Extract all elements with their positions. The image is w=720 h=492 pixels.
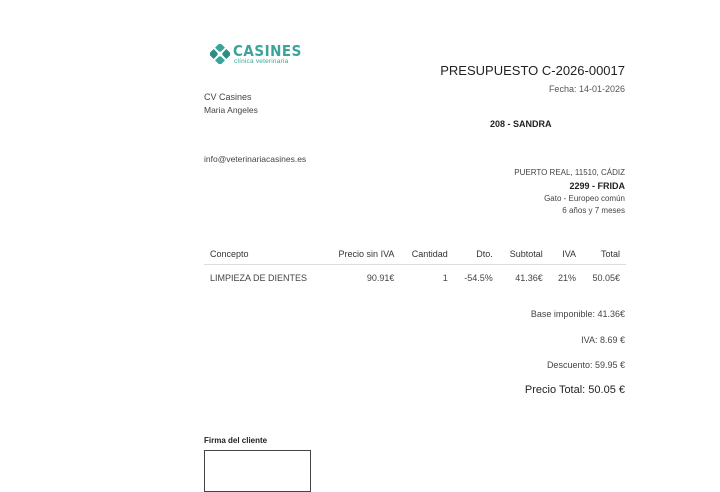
clinic-logo-tagline: clínica veterinaria [234,58,289,65]
header-dto: Dto. [454,244,499,265]
header-precio-sin-iva: Precio sin IVA [325,244,400,265]
client-location: PUERTO REAL, 11510, CÁDIZ [514,168,625,177]
clinic-logo-icon [210,44,230,64]
header-iva: IVA [549,244,582,265]
clinic-logo-name: CASINES [233,42,302,60]
signature-box[interactable] [204,450,311,492]
clinic-email[interactable]: info@veterinariacasines.es [204,154,307,164]
clinic-contact: Maria Angeles [204,105,258,115]
cell-precio-sin-iva: 90.91€ [366,273,395,283]
cell-total: 50.05€ [592,273,620,283]
header-cantidad: Cantidad [400,244,453,265]
document-date: Fecha: 14-01-2026 [548,84,625,94]
pet-breed: Gato - Europeo común [544,194,625,203]
cell-cantidad: 1 [442,273,448,283]
table-header-row [204,244,626,265]
signature-label: Firma del cliente [204,436,268,445]
summary-total: Precio Total: 50.05 € [524,384,625,396]
client-id-name: 208 - SANDRA [490,119,552,129]
pet-age: 6 años y 7 meses [562,206,625,215]
header-subtotal: Subtotal [499,244,549,265]
summary-base: Base imponible: 41.36€ [530,309,625,319]
document-title: PRESUPUESTO C-2026-00017 [440,63,625,78]
cell-iva: 21% [558,273,577,283]
cell-subtotal: 41.36€ [515,273,543,283]
header-total: Total [582,244,626,265]
header-concepto: Concepto [204,244,325,265]
cell-concepto: LIMPIEZA DE DIENTES [210,273,308,283]
clinic-logo [210,42,300,66]
pet-id-name: 2299 - FRIDA [569,181,625,191]
items-table [204,244,626,291]
summary-iva: IVA: 8.69 € [581,335,625,345]
cell-dto: -54.5% [464,273,493,283]
table-row [204,265,626,292]
clinic-name: CV Casines [204,92,252,102]
summary-discount: Descuento: 59.95 € [546,360,625,370]
